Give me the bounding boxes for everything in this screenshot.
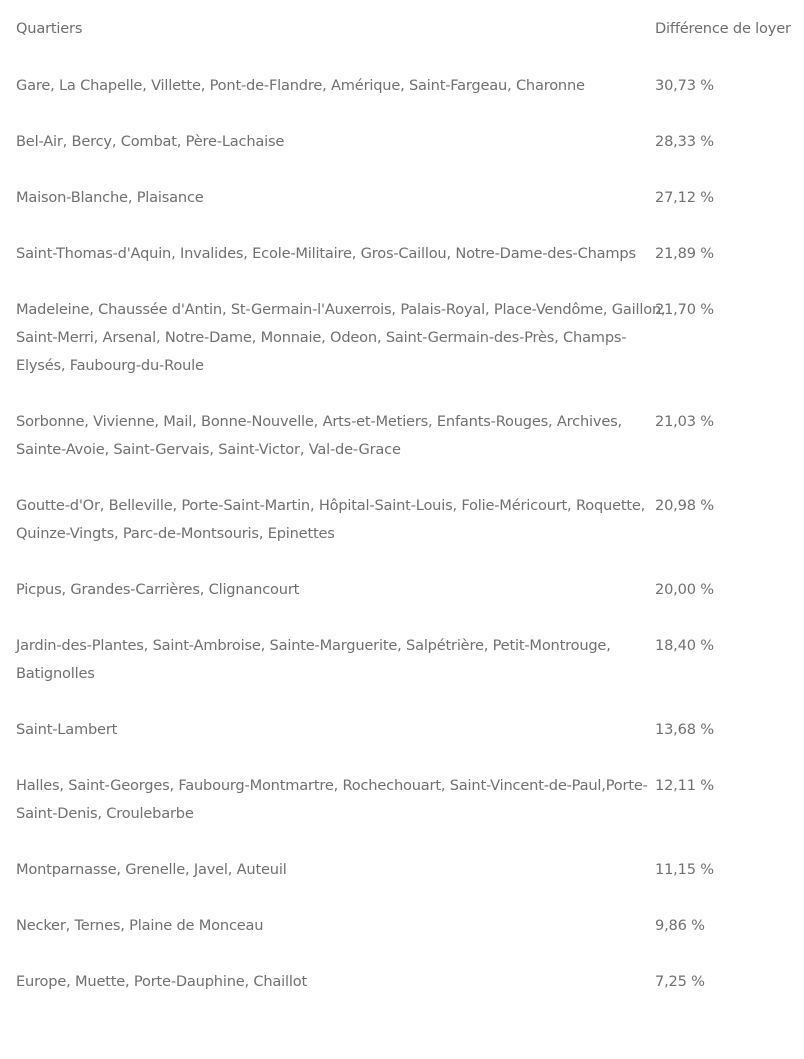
difference-cell: 28,33 % [655,133,714,150]
quartiers-line: Bel-Air, Bercy, Combat, Père-Lachaise [16,133,285,150]
quartiers-line: Jardin-des-Plantes, Saint-Ambroise, Sainte-Marguerite, Salpétrière, Petit-Montrouge, [16,637,611,654]
column-header-quartiers: Quartiers [16,20,83,37]
quartiers-line: Halles, Saint-Georges, Faubourg-Montmartre, Rochechouart, Saint-Vincent-de-Paul,Porte- [16,777,648,794]
quartiers-cell [16,408,652,464]
quartiers-cell [16,632,652,688]
difference-cell: 30,73 % [655,77,714,94]
difference-cell: 7,25 % [655,973,705,990]
quartiers-cell [16,128,652,156]
quartiers-line: Quinze-Vingts, Parc-de-Montsouris, Epinettes [16,525,335,542]
quartiers-line: Saint-Lambert [16,721,118,738]
quartiers-line: Maison-Blanche, Plaisance [16,189,204,206]
quartiers-line: Montparnasse, Grenelle, Javel, Auteuil [16,861,287,878]
difference-cell: 21,03 % [655,413,714,430]
quartiers-line: Saint-Denis, Croulebarbe [16,805,194,822]
quartiers-cell [16,912,652,940]
quartiers-cell [16,856,652,884]
quartiers-cell [16,772,652,828]
difference-cell: 27,12 % [655,189,714,206]
difference-cell: 9,86 % [655,917,705,934]
column-header-difference: Différence de loyer [655,20,791,37]
quartiers-line: Necker, Ternes, Plaine de Monceau [16,917,264,934]
difference-cell: 21,89 % [655,245,714,262]
quartiers-cell [16,240,652,268]
quartiers-line: Batignolles [16,665,95,682]
quartiers-line: Europe, Muette, Porte-Dauphine, Chaillot [16,973,307,990]
quartiers-cell [16,72,652,100]
quartiers-cell [16,492,652,548]
quartiers-cell [16,296,666,380]
difference-cell: 13,68 % [655,721,714,738]
difference-cell: 12,11 % [655,777,714,794]
difference-cell: 21,70 % [655,301,714,318]
quartiers-line: Saint-Merri, Arsenal, Notre-Dame, Monnaie, Odeon, Saint-Germain-des-Près, Champs- [16,329,627,346]
quartiers-line: Picpus, Grandes-Carrières, Clignancourt [16,581,300,598]
quartiers-cell [16,576,652,604]
quartiers-line: Madeleine, Chaussée d'Antin, St-Germain-l'Auxerrois, Palais-Royal, Place-Vendôme, Gaillon, [16,301,666,318]
difference-cell: 20,98 % [655,497,714,514]
quartiers-line: Saint-Thomas-d'Aquin, Invalides, Ecole-Militaire, Gros-Caillou, Notre-Dame-des-Champs [16,245,636,262]
quartiers-cell [16,968,652,996]
quartiers-cell [16,184,652,212]
difference-cell: 18,40 % [655,637,714,654]
difference-cell: 20,00 % [655,581,714,598]
quartiers-cell [16,716,652,744]
difference-cell: 11,15 % [655,861,714,878]
quartiers-line: Gare, La Chapelle, Villette, Pont-de-Flandre, Amérique, Saint-Fargeau, Charonne [16,77,585,94]
quartiers-line: Sainte-Avoie, Saint-Gervais, Saint-Victor, Val-de-Grace [16,441,401,458]
quartiers-line: Elysés, Faubourg-du-Roule [16,357,204,374]
quartiers-line: Goutte-d'Or, Belleville, Porte-Saint-Martin, Hôpital-Saint-Louis, Folie-Méricourt, Roquette, [16,497,646,514]
quartiers-line: Sorbonne, Vivienne, Mail, Bonne-Nouvelle, Arts-et-Metiers, Enfants-Rouges, Archives, [16,413,622,430]
